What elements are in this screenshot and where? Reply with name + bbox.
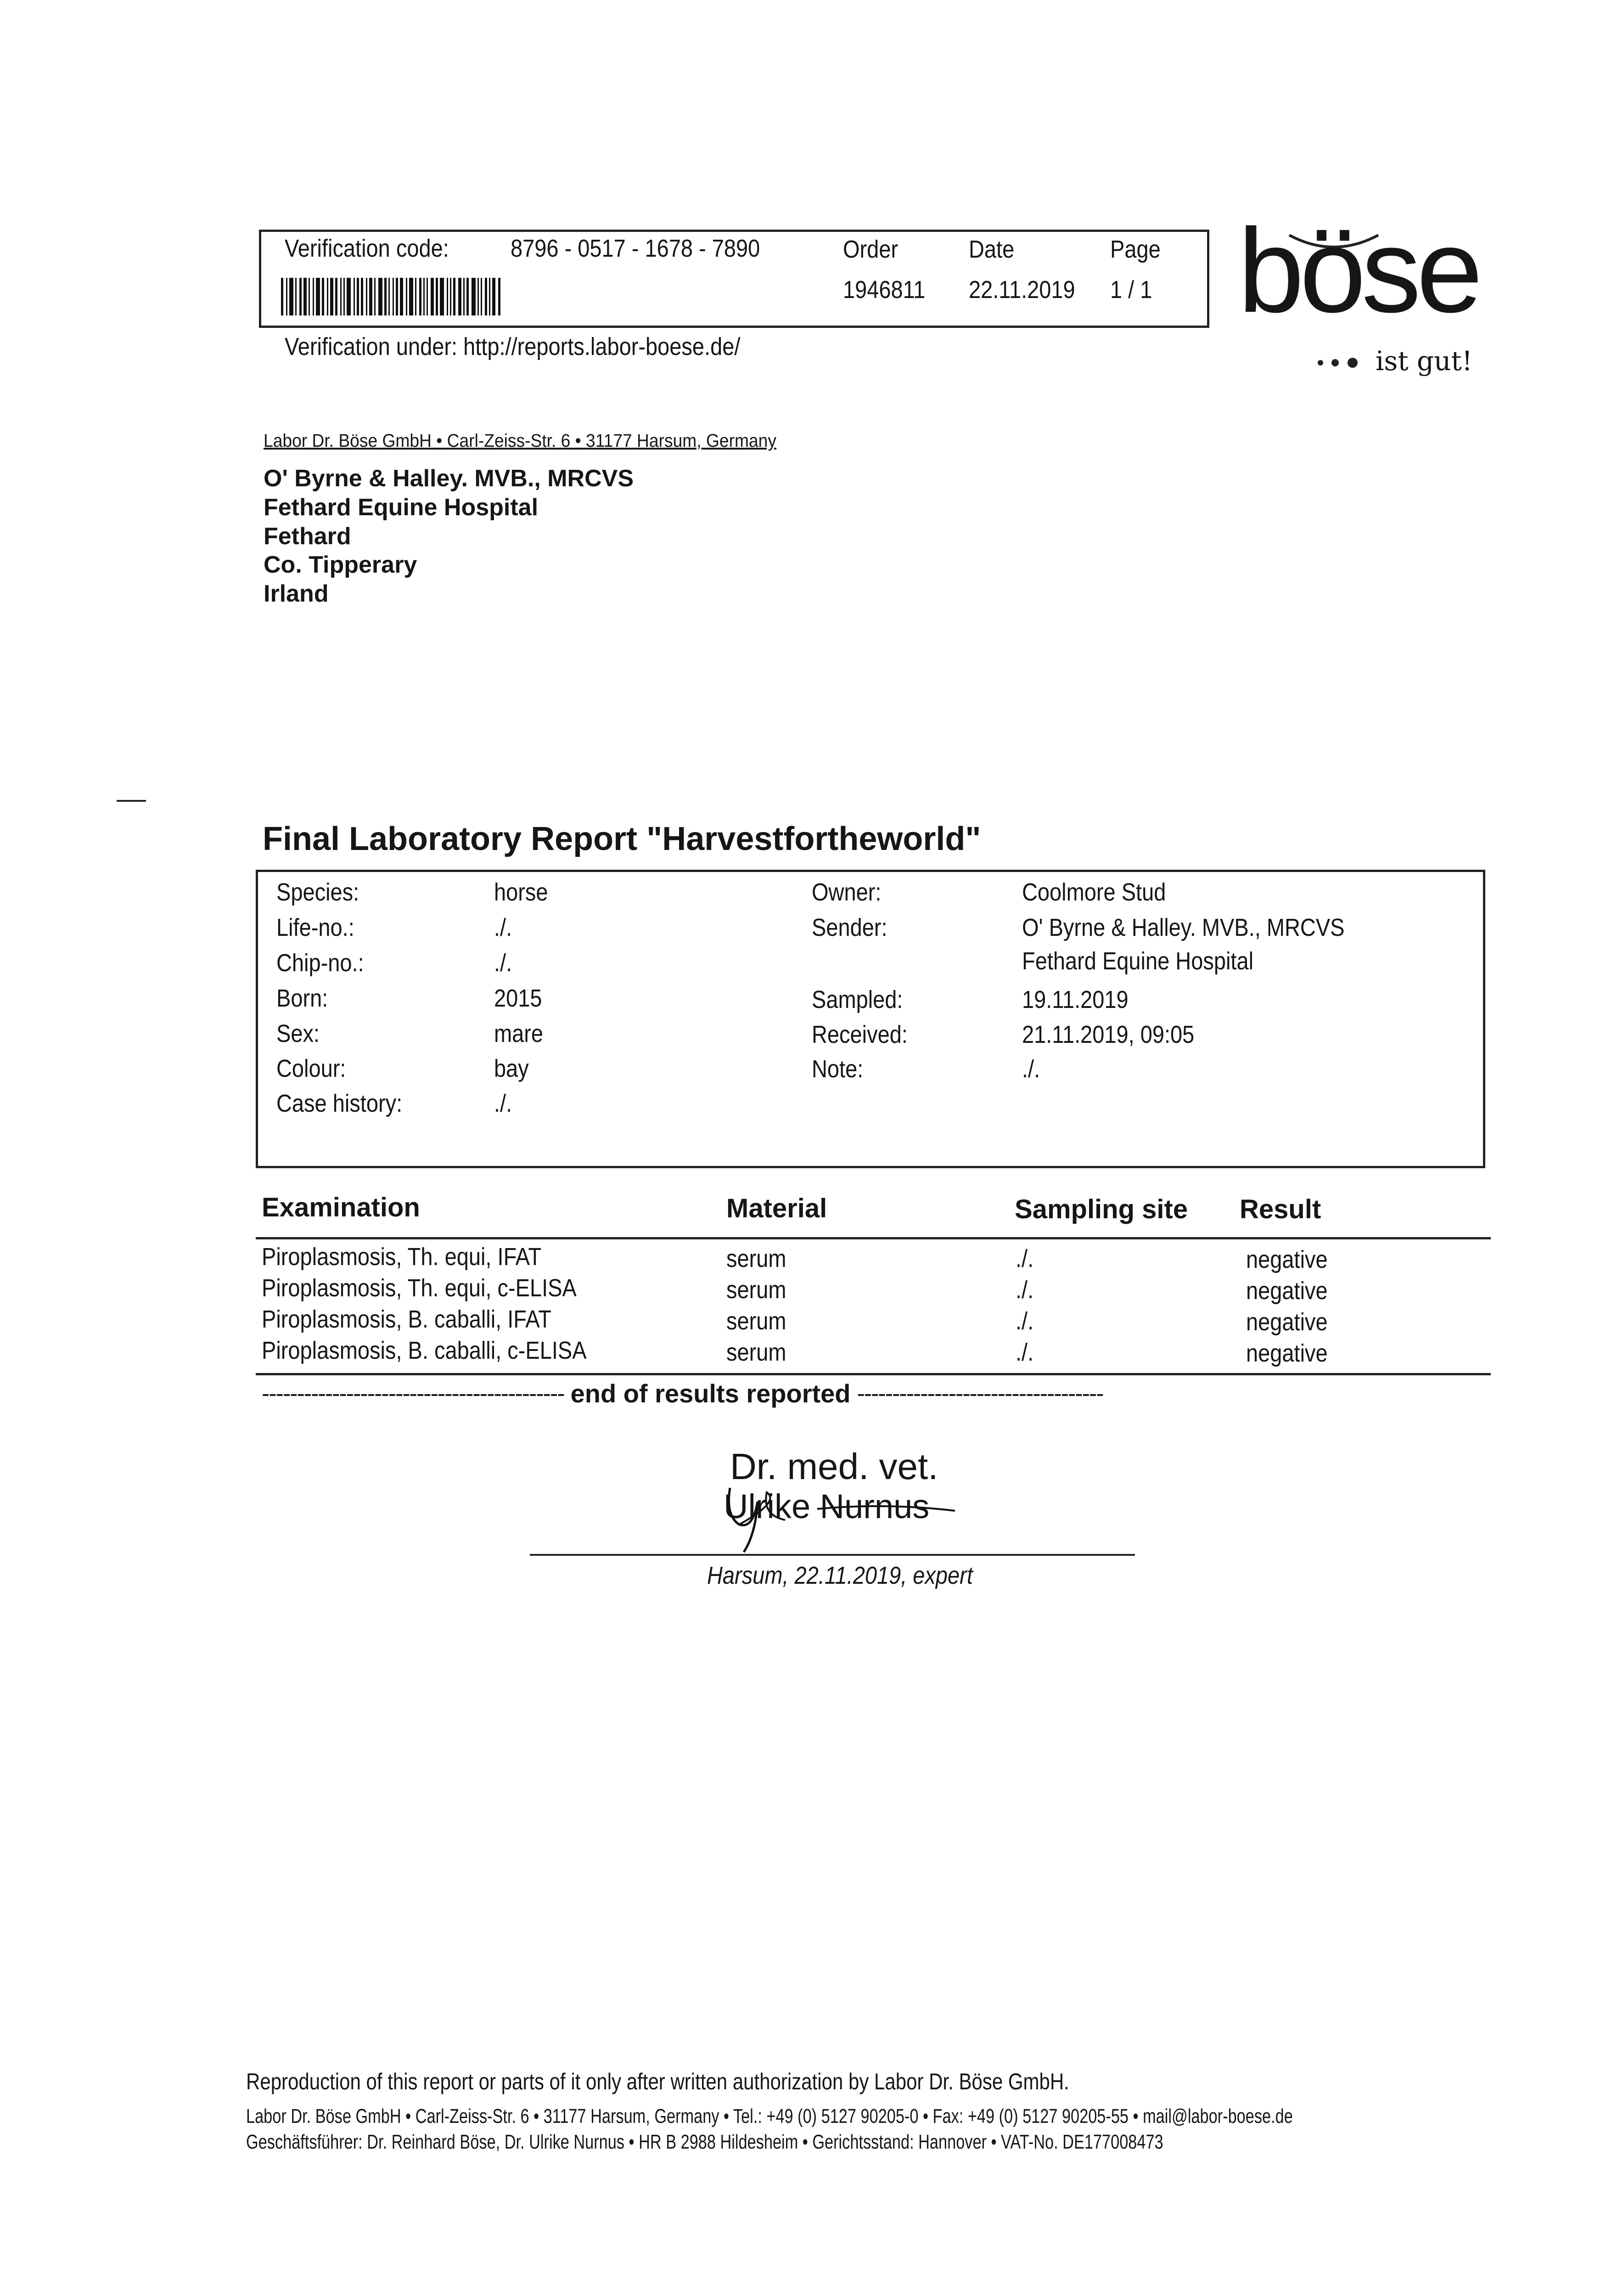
barcode-bar bbox=[327, 278, 328, 315]
end-of-results-line bbox=[262, 1379, 1286, 1408]
table-header-rule bbox=[256, 1237, 1491, 1239]
page-label: Page bbox=[1110, 236, 1161, 263]
barcode-bar bbox=[316, 278, 320, 315]
barcode-bar bbox=[466, 278, 469, 315]
barcode-bar bbox=[343, 278, 345, 315]
barcode-bar bbox=[431, 278, 434, 315]
info-value: 2015 bbox=[494, 985, 542, 1012]
barcode-bar bbox=[340, 278, 342, 315]
verification-code-label: Verification code: bbox=[285, 235, 449, 262]
info-value: horse bbox=[494, 878, 548, 906]
barcode-bar bbox=[347, 278, 351, 315]
reproduction-notice: Reproduction of this report or parts of it only after written authorization by Labor Dr. Böse GmbH. bbox=[246, 2069, 1069, 2094]
signature-name: Ulrike Nurnus bbox=[724, 1487, 930, 1525]
examination-cell: Piroplasmosis, B. caballi, c-ELISA bbox=[262, 1337, 587, 1364]
barcode-bar bbox=[303, 278, 307, 315]
barcode-bar bbox=[463, 278, 465, 315]
sampled-label: Sampled: bbox=[812, 986, 903, 1013]
info-label: Case history: bbox=[276, 1090, 403, 1117]
sender-label: Sender: bbox=[812, 914, 887, 941]
result-cell: negative bbox=[1246, 1308, 1328, 1336]
barcode-bar bbox=[472, 278, 476, 315]
result-cell: negative bbox=[1246, 1339, 1328, 1367]
recipient-line: O' Byrne & Halley. MVB., MRCVS bbox=[264, 465, 634, 492]
barcode-bar bbox=[374, 278, 376, 315]
owner-value: Coolmore Stud bbox=[1022, 878, 1166, 906]
info-value: ./. bbox=[494, 914, 512, 941]
barcode-bar bbox=[485, 278, 487, 315]
barcode-bar bbox=[354, 278, 355, 315]
col-header-material: Material bbox=[726, 1193, 827, 1223]
sender-address-line: Labor Dr. Böse GmbH • Carl-Zeiss-Str. 6 • 31177 Harsum, Germany bbox=[264, 431, 776, 451]
info-value: mare bbox=[494, 1020, 544, 1047]
signature-title: Dr. med. vet. bbox=[730, 1446, 938, 1487]
barcode-bar bbox=[453, 278, 455, 315]
verification-code: 8796 - 0517 - 1678 - 7890 bbox=[511, 235, 760, 262]
note-label: Note: bbox=[812, 1055, 864, 1083]
result-cell: negative bbox=[1246, 1277, 1328, 1305]
order-label: Order bbox=[843, 236, 899, 263]
dash-left: ------------------------------------------- bbox=[262, 1380, 564, 1407]
logo-dots-icon bbox=[1316, 354, 1366, 372]
examination-cell: Piroplasmosis, Th. equi, c-ELISA bbox=[262, 1274, 577, 1302]
info-label: Sex: bbox=[276, 1020, 320, 1047]
logo-tagline: ist gut! bbox=[1376, 345, 1473, 377]
barcode-bar bbox=[366, 278, 367, 315]
barcode-bar bbox=[436, 278, 438, 315]
barcode-bar bbox=[415, 278, 416, 315]
info-value: ./. bbox=[494, 949, 512, 977]
info-label: Colour: bbox=[276, 1055, 346, 1082]
barcode-bar bbox=[447, 278, 448, 315]
sender-value: O' Byrne & Halley. MVB., MRCVS bbox=[1022, 914, 1345, 941]
signature-place-date: Harsum, 22.11.2019, expert bbox=[707, 1562, 973, 1589]
barcode-bar bbox=[330, 278, 333, 315]
barcode-bar bbox=[450, 278, 451, 315]
col-header-sampling-site: Sampling site bbox=[1015, 1194, 1188, 1224]
barcode-bar bbox=[384, 278, 387, 315]
barcode-bar bbox=[409, 278, 413, 315]
material-cell: serum bbox=[726, 1276, 786, 1304]
barcode-bar bbox=[309, 278, 310, 315]
recipient-line: Fethard bbox=[264, 523, 351, 550]
end-of-results-text: end of results reported bbox=[570, 1379, 851, 1408]
material-cell: serum bbox=[726, 1245, 786, 1272]
sender-value: Fethard Equine Hospital bbox=[1022, 947, 1254, 975]
barcode-bar bbox=[286, 278, 287, 315]
barcode-bar bbox=[289, 278, 293, 315]
report-title: Final Laboratory Report "Harvestfortheworld" bbox=[263, 821, 981, 857]
verification-url: Verification under: http://reports.labor-boese.de/ bbox=[285, 333, 741, 360]
note-value: ./. bbox=[1022, 1055, 1040, 1083]
info-label: Born: bbox=[276, 985, 328, 1012]
recipient-line: Fethard Equine Hospital bbox=[264, 494, 539, 521]
barcode-bar bbox=[369, 278, 372, 315]
site-cell: ./. bbox=[1016, 1245, 1034, 1272]
barcode-bar bbox=[400, 278, 403, 315]
barcode-bar bbox=[492, 278, 495, 315]
sampled-value: 19.11.2019 bbox=[1022, 986, 1129, 1013]
barcode-bar bbox=[481, 278, 482, 315]
barcode-bar bbox=[458, 278, 461, 315]
dash-right: ----------------------------------- bbox=[857, 1380, 1103, 1407]
barcode-bar bbox=[393, 278, 394, 315]
barcode bbox=[281, 278, 589, 315]
examination-cell: Piroplasmosis, B. caballi, IFAT bbox=[262, 1306, 551, 1333]
received-label: Received: bbox=[812, 1021, 908, 1048]
barcode-bar bbox=[281, 278, 283, 315]
barcode-bar bbox=[423, 278, 425, 315]
site-cell: ./. bbox=[1016, 1307, 1034, 1335]
barcode-bar bbox=[322, 278, 324, 315]
recipient-line: Irland bbox=[264, 580, 329, 607]
logo-wordmark: böse bbox=[1238, 204, 1478, 338]
barcode-bar bbox=[440, 278, 444, 315]
info-label: Chip-no.: bbox=[276, 949, 364, 977]
barcode-bar bbox=[335, 278, 337, 315]
table-bottom-rule bbox=[256, 1373, 1491, 1375]
barcode-bar bbox=[489, 278, 490, 315]
site-cell: ./. bbox=[1016, 1339, 1034, 1366]
footer-address: Labor Dr. Böse GmbH • Carl-Zeiss-Str. 6 • 31177 Harsum, Germany • Tel.: +49 (0) 5127 90205-0 • Fax: +49 (0) 5127 90205-55 • mail@labor-boese.de bbox=[246, 2105, 1293, 2127]
material-cell: serum bbox=[726, 1339, 786, 1366]
site-cell: ./. bbox=[1016, 1276, 1034, 1304]
barcode-bar bbox=[313, 278, 314, 315]
handwritten-signature bbox=[712, 1474, 969, 1557]
fold-mark bbox=[117, 800, 146, 802]
page-number: 1 / 1 bbox=[1110, 276, 1152, 304]
owner-label: Owner: bbox=[812, 878, 882, 906]
col-header-examination: Examination bbox=[262, 1193, 420, 1222]
barcode-bar bbox=[406, 278, 407, 315]
order-number: 1946811 bbox=[843, 276, 926, 304]
signature-line bbox=[530, 1554, 1135, 1556]
barcode-bar bbox=[427, 278, 428, 315]
barcode-bar bbox=[388, 278, 390, 315]
barcode-bar bbox=[477, 278, 479, 315]
barcode-bar bbox=[396, 278, 398, 315]
barcode-bar bbox=[295, 278, 297, 315]
barcode-bar bbox=[357, 278, 359, 315]
barcode-bar bbox=[361, 278, 363, 315]
barcode-bar bbox=[299, 278, 302, 315]
info-label: Species: bbox=[276, 878, 359, 906]
date-label: Date bbox=[969, 236, 1015, 263]
barcode-bar bbox=[498, 278, 500, 315]
info-label: Life-no.: bbox=[276, 914, 354, 941]
info-value: ./. bbox=[494, 1090, 512, 1117]
barcode-bar bbox=[378, 278, 382, 315]
material-cell: serum bbox=[726, 1307, 786, 1335]
received-value: 21.11.2019, 09:05 bbox=[1022, 1021, 1195, 1048]
examination-cell: Piroplasmosis, Th. equi, IFAT bbox=[262, 1243, 542, 1271]
col-header-result: Result bbox=[1240, 1194, 1321, 1224]
info-value: bay bbox=[494, 1055, 529, 1082]
barcode-bar bbox=[419, 278, 421, 315]
footer-management: Geschäftsführer: Dr. Reinhard Böse, Dr. Ulrike Nurnus • HR B 2988 Hildesheim • Gerichtsstand: Hannover • VAT-No. DE177008473 bbox=[246, 2131, 1163, 2153]
report-date: 22.11.2019 bbox=[969, 276, 1075, 304]
recipient-line: Co. Tipperary bbox=[264, 551, 417, 578]
result-cell: negative bbox=[1246, 1246, 1328, 1273]
